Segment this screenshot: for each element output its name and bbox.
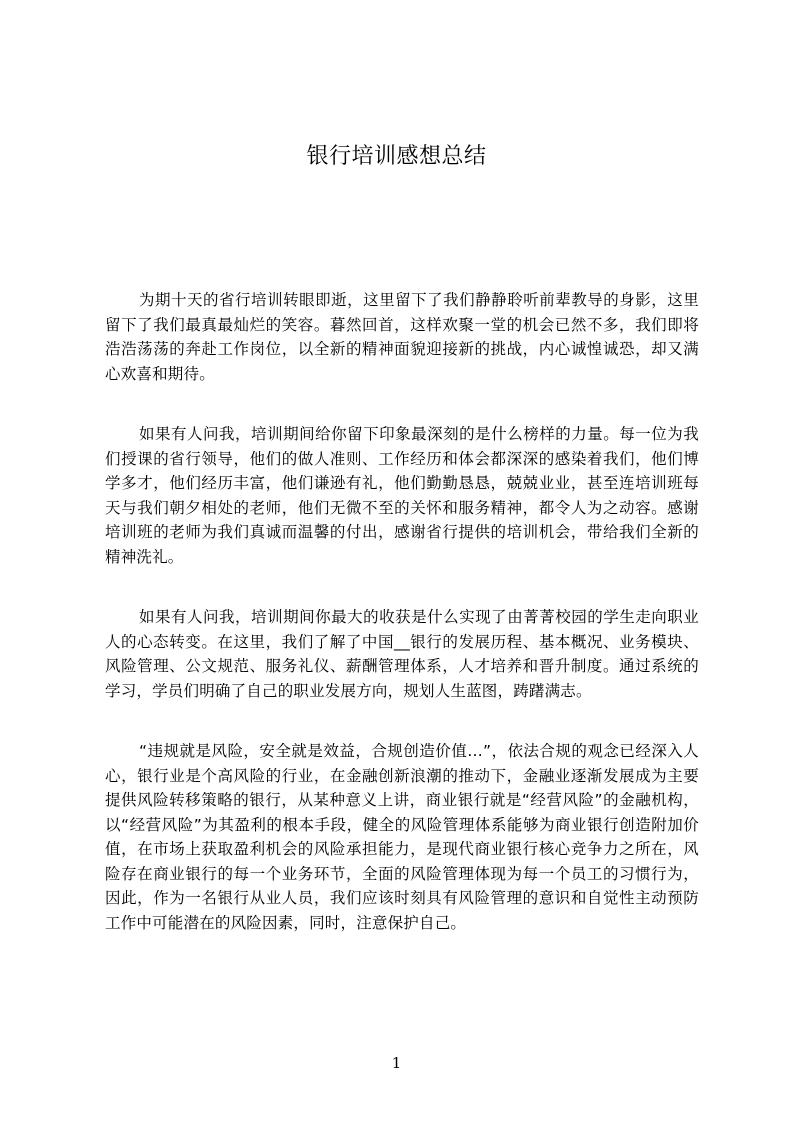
page-title: 银行培训感想总结: [306, 144, 487, 169]
paragraph-3: 如果有人问我，培训期间你最大的收获是什么实现了由菁菁校园的学生走向职业人的心态转变。在这里，我们了解了中国__银行的发展历程、基本概况、业务模块、风险管理、公文规范、服务礼仪、薪酬管理体系，人才培养和晋升制度。通过系统的学习，学员们明确了自己的职业发展方向，规划人生蓝图，踌躇满志。: [105, 608, 699, 700]
paragraph-1: 为期十天的省行培训转眼即逝，这里留下了我们静静聆听前辈教导的身影，这里留下了我们最真最灿烂的笑容。暮然回首，这样欢聚一堂的机会已然不多，我们即将浩浩荡荡的奔赴工作岗位，以全新的精神面貌迎接新的挑战，内心诚惶诚恐，却又满心欢喜和期待。: [105, 291, 699, 383]
paragraph-2: 如果有人问我，培训期间给你留下印象最深刻的是什么榜样的力量。每一位为我们授课的省行领导，他们的做人准则、工作经历和体会都深深的感染着我们，他们博学多才，他们经历丰富，他们谦逊有礼，他们勤勤恳恳，兢兢业业，甚至连培训班每天与我们朝夕相处的老师，他们无微不至的关怀和服务精神，都令人为之动容。感谢培训班的老师为我们真诚而温馨的付出，感谢省行提供的培训机会，带给我们全新的精神洗礼。: [105, 425, 699, 566]
page-number: 1: [391, 1054, 402, 1072]
paragraph-4: “违规就是风险，安全就是效益，合规创造价值…”，依法合规的观念已经深入人心，银行业是个高风险的行业，在金融创新浪潮的推动下，金融业逐渐发展成为主要提供风险转移策略的银行，从某种意义上讲，商业银行就是“经营风险”的金融机构，以“经营风险”为其盈利的根本手段，健全的风险管理体系能够为商业银行创造附加价值，在市场上获取盈利机会的风险承担能力，是现代商业银行核心竞争力之所在，风险存在商业银行的每一个业务环节，全面的风险管理体现为每一个员工的习惯行为，因此，作为一名银行从业人员，我们应该时刻具有风险管理的意识和自觉性主动预防工作中可能潜在的风险因素，同时，注意保护自己。: [105, 742, 699, 932]
